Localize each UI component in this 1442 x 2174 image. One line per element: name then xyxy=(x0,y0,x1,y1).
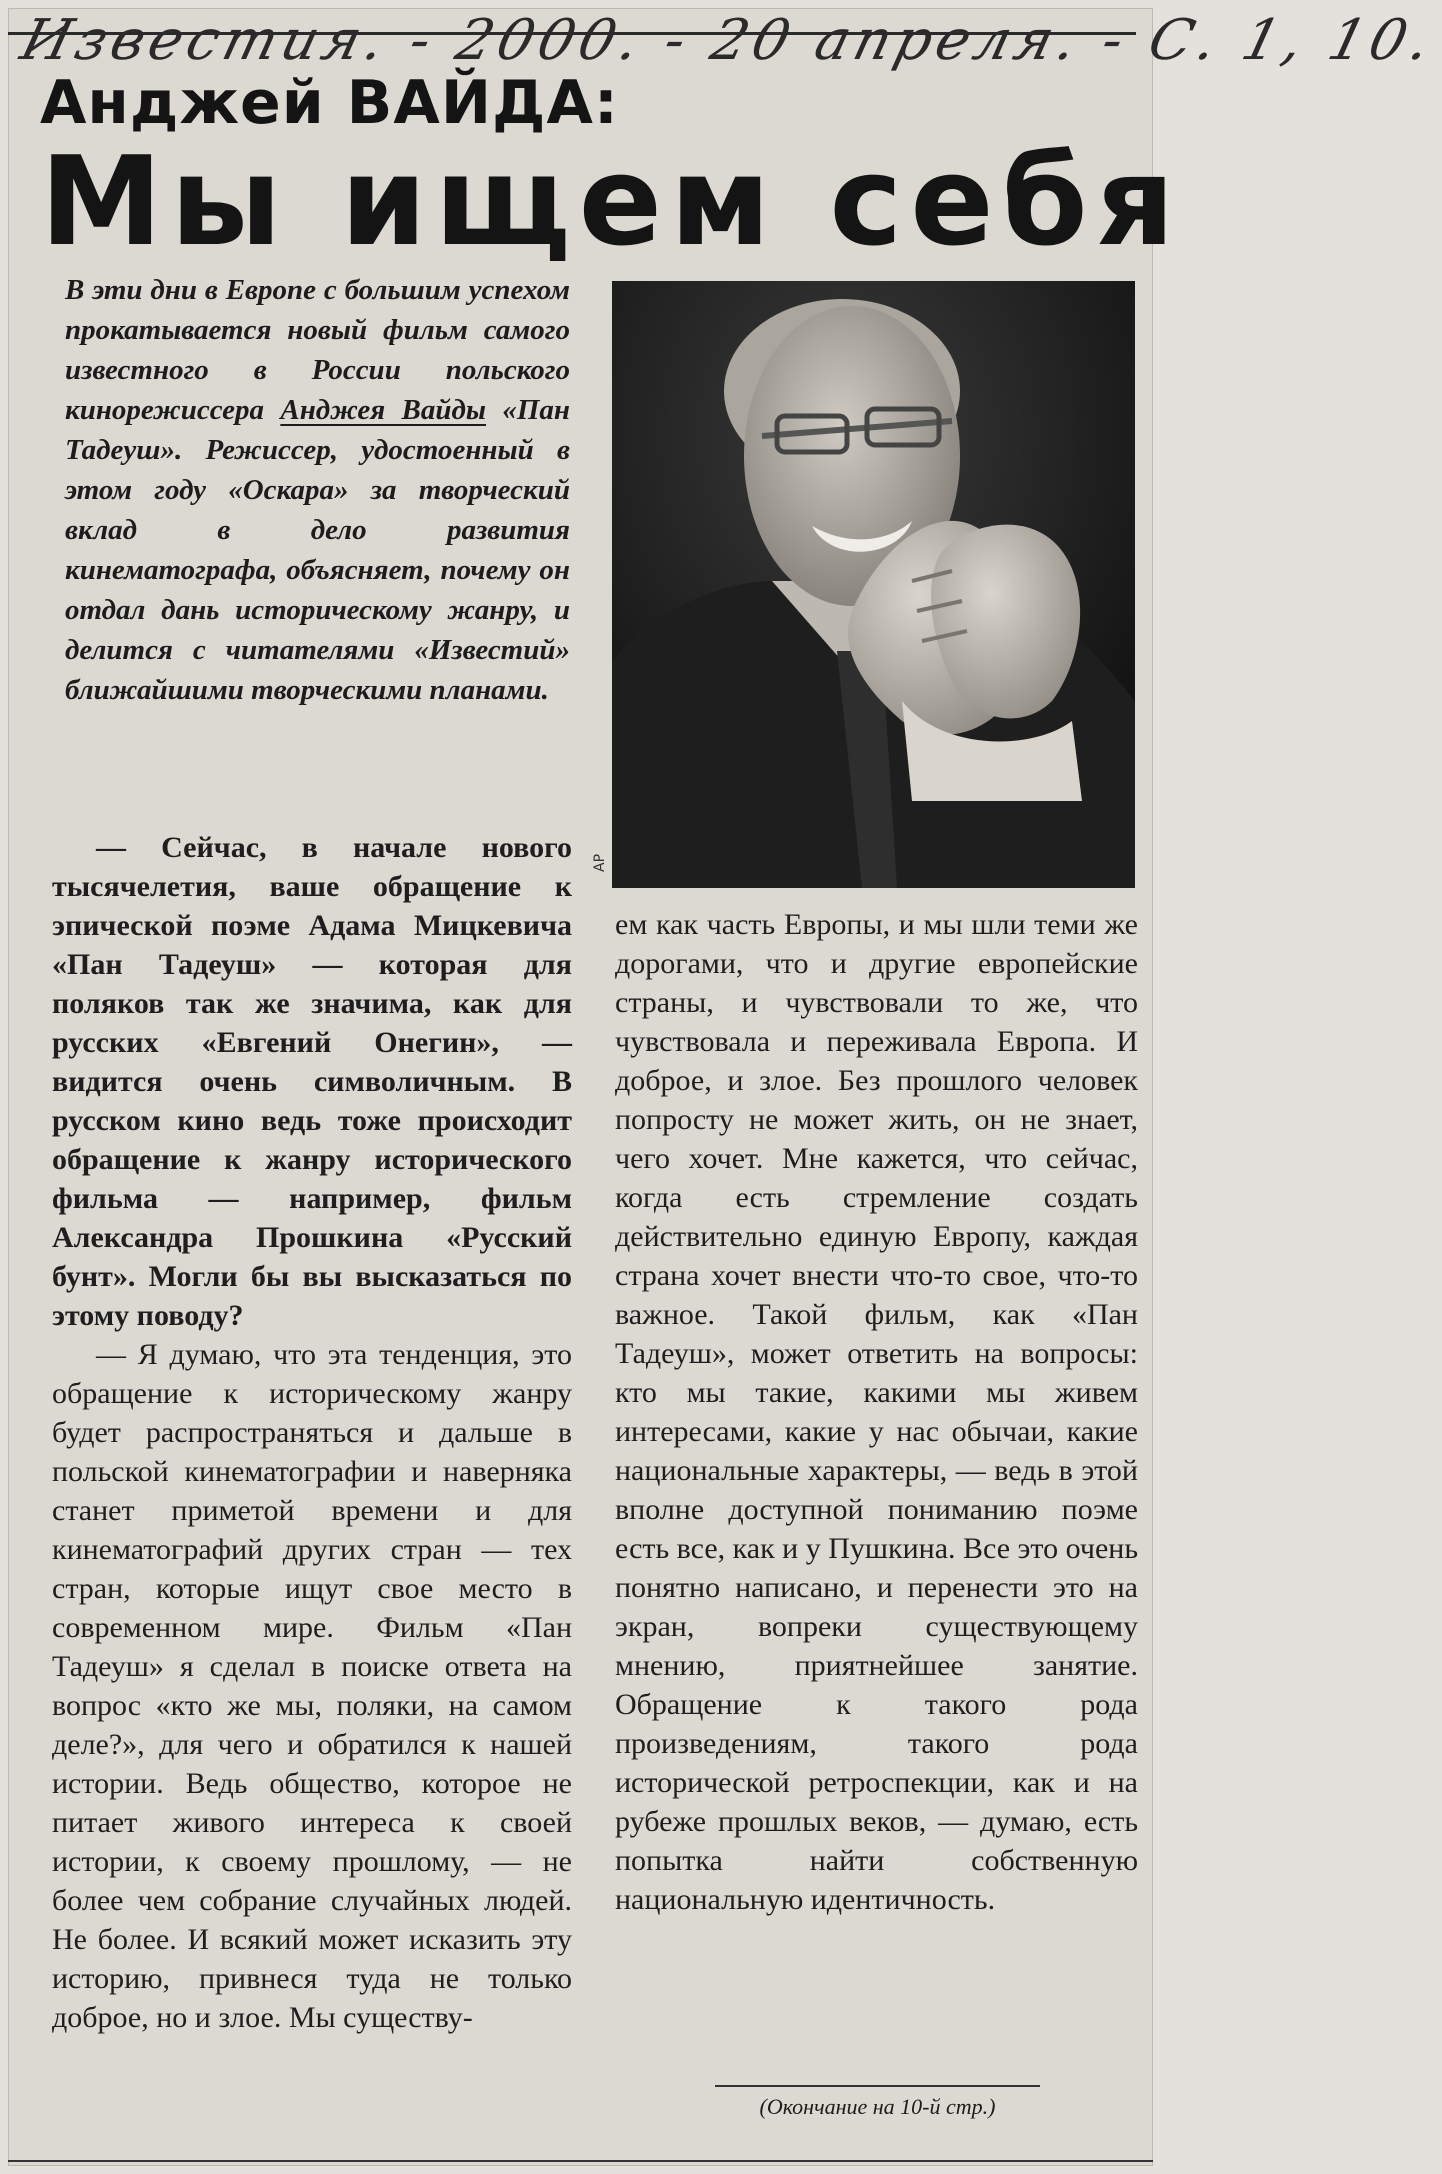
interview-answer-part-2: ем как часть Европы, и мы шли теми же дорогами, что и другие европейские страны, и чувствовали то же, что чувствовала и переживала Европа. И доброе, и злое. Без прошлого человек попросту не может жить, он не знает, чего хочет. Мне кажется, что сейчас, когда есть стремление создать действительно единую Европу, каждая страна хочет внести что-то свое, что-то важное. Такой фильм, как «Пан Тадеуш», может ответить на вопросы: кто мы такие, какими мы живем интересами, какие у нас обычаи, какие национальные характеры, — ведь в этой вполне доступной пониманию поэме есть все, как и у Пушкина. Все это очень понятно написано, и перенести это на экран, вопреки существующему мнению, приятнейшее занятие. Обращение к такого рода произведениям, такого рода исторической ретроспекции, как и на рубеже прошлых веков, — думаю, есть попытка найти собственную национальную идентичность. xyxy=(615,908,1138,1916)
portrait-photo xyxy=(612,281,1135,888)
article-kicker: Анджей ВАЙДА: xyxy=(40,68,619,138)
interview-answer-part-1: — Я думаю, что эта тенденция, это обращение к историческому жанру будет распространяться и дальше в польской кинематографии и наверняка станет приметой времени и для кинематографий других стран — тех стран, которые ищут свое место в современном мире. Фильм «Пан Тадеуш» я сделал в поиске ответа на вопрос «кто же мы, поляки, на самом деле?», для чего и обратился к нашей истории. Ведь общество, которое не питает живого интереса к своей истории, к своему прошлому, — не более чем собрание случайных людей. Не более. И всякий может исказить эту историю, привнеся туда не только доброе, но и злое. Мы существу- xyxy=(52,1338,572,2034)
continuation-note: (Окончание на 10-й стр.) xyxy=(759,2094,996,2119)
photo-credit: AP xyxy=(592,853,608,872)
lead-text-before: В эти дни в Европе с большим успехом прокатывается новый фильм самого известного в России польского кинорежиссера xyxy=(65,274,570,426)
handwritten-citation: Известия. - 2000. - 20 апреля. - С. 1, 10. xyxy=(14,8,1442,73)
article-headline: Мы ищем себя xyxy=(40,131,1183,274)
portrait-illustration xyxy=(612,281,1135,888)
continuation-divider xyxy=(715,2085,1040,2087)
text-column-right xyxy=(615,905,1138,1919)
lead-name: Анджея Вайды xyxy=(280,394,487,426)
article-lead xyxy=(65,270,570,710)
bottom-rule xyxy=(8,2160,1153,2162)
text-column-left xyxy=(52,828,572,2037)
lead-text-after: «Пан Тадеуш». Режиссер, удостоенный в этом году «Оскара» за творческий вклад в дело развития кинематографа, объясняет, почему он отдал дань историческому жанру, и делится с читателями «Известий» ближайшими творческими планами. xyxy=(65,394,570,706)
interview-question: — Сейчас, в начале нового тысячелетия, ваше обращение к эпической поэме Адама Мицкевича «Пан Тадеуш» — которая для поляков так же значима, как для русских «Евгений Онегин», — видится очень символичным. В русском кино ведь тоже происходит обращение к жанру исторического фильма — например, фильм Александра Прошкина «Русский бунт». Могли бы вы высказаться по этому поводу? xyxy=(52,831,572,1332)
